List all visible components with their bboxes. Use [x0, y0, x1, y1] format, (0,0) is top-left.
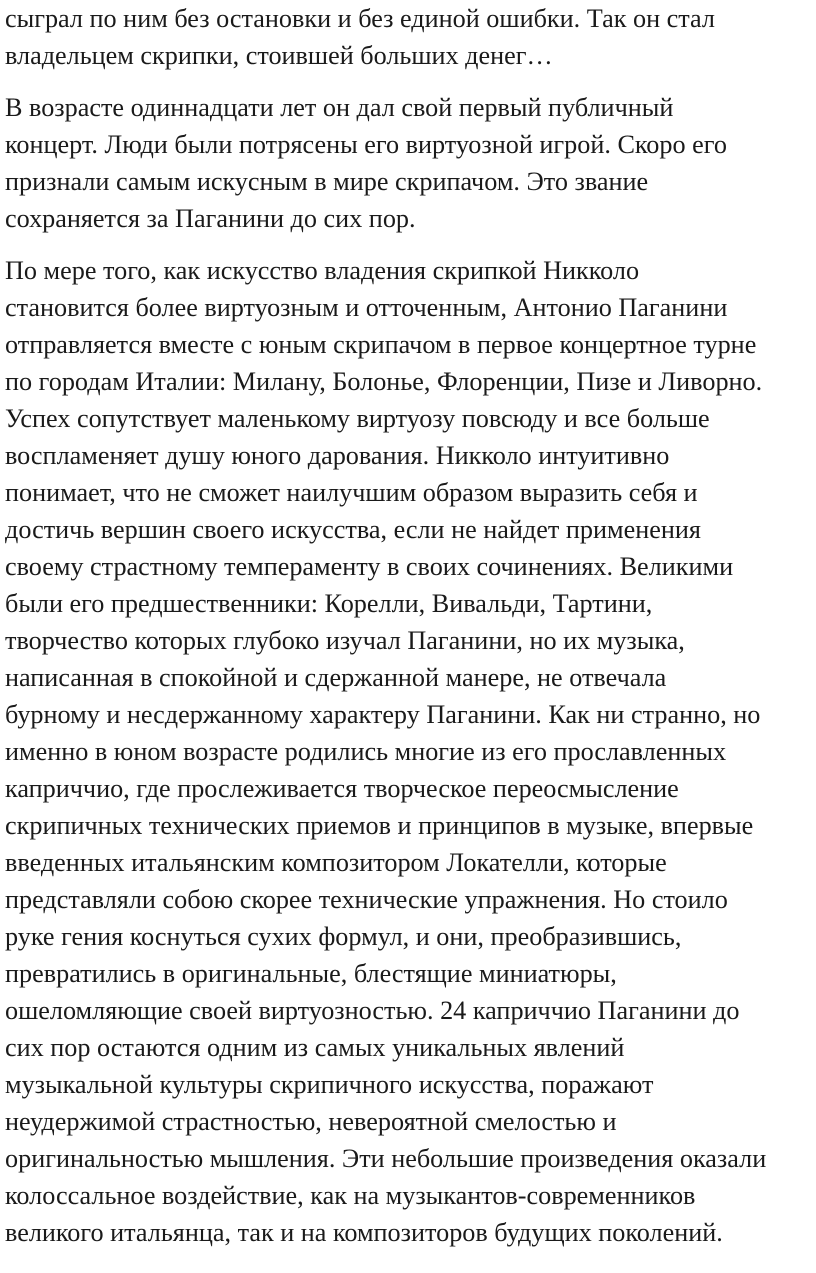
text-line: были его предшественники: Корелли, Вивальди, Тартини, — [5, 589, 653, 618]
text-line: бурному и несдержанному характеру Паганини. Как ни странно, но — [5, 700, 761, 729]
text-line: по городам Италии: Милану, Болонье, Флоренции, Пизе и Ливорно. — [5, 367, 763, 396]
text-line: колоссальное воздействие, как на музыкантов-современников — [5, 1181, 696, 1210]
text-line: ошеломляющие своей виртуозностью. 24 каприччио Паганини до — [5, 996, 740, 1025]
paragraph-1 — [5, 0, 715, 74]
text-line: своему страстному темпераменту в своих сочинениях. Великими — [5, 552, 734, 581]
text-line: превратились в оригинальные, блестящие миниатюры, — [5, 959, 617, 988]
text-line: музыкальной культуры скрипичного искусства, поражают — [5, 1070, 654, 1099]
text-line: представляли собою скорее технические упражнения. Но стоило — [5, 885, 728, 914]
text-line: В возрасте одиннадцати лет он дал свой первый публичный — [5, 93, 674, 122]
text-line: великого итальянца, так и на композиторов будущих поколений. — [5, 1218, 723, 1247]
text-line: оригинальностью мышления. Эти небольшие произведения оказали — [5, 1144, 767, 1173]
text-line: творчество которых глубоко изучал Паганини, но их музыка, — [5, 626, 685, 655]
text-line: каприччио, где прослеживается творческое переосмысление — [5, 774, 679, 803]
text-line: признали самым искусным в мире скрипачом. Это звание — [5, 167, 649, 196]
text-line: сыграл по ним без остановки и без единой ошибки. Так он стал — [5, 4, 715, 33]
paragraph-2 — [5, 89, 727, 237]
text-line: Успех сопутствует маленькому виртуозу повсюду и все больше — [5, 404, 710, 433]
text-line: написанная в спокойной и сдержанной манере, не отвечала — [5, 663, 667, 692]
text-line: понимает, что не сможет наилучшим образом выразить себя и — [5, 478, 698, 507]
text-line: достичь вершин своего искусства, если не найдет применения — [5, 515, 701, 544]
text-line: владельцем скрипки, стоившей больших денег… — [5, 41, 553, 70]
text-line: концерт. Люди были потрясены его виртуозной игрой. Скоро его — [5, 130, 727, 159]
text-line: руке гения коснуться сухих формул, и они, преобразившись, — [5, 922, 682, 951]
text-line: сих пор остаются одним из самых уникальных явлений — [5, 1033, 625, 1062]
text-line: введенных итальянским композитором Локателли, которые — [5, 848, 667, 877]
text-line: отправляется вместе с юным скрипачом в первое концертное турне — [5, 330, 757, 359]
text-line: скрипичных технических приемов и принципов в музыке, впервые — [5, 811, 754, 840]
text-line: воспламеняет душу юного дарования. Никколо интуитивно — [5, 441, 670, 470]
text-line: именно в юном возрасте родились многие из его прославленных — [5, 737, 727, 766]
text-line: неудержимой страстностью, невероятной смелостью и — [5, 1107, 617, 1136]
text-line: становится более виртуозным и отточенным, Антонио Паганини — [5, 293, 728, 322]
text-line: По мере того, как искусство владения скрипкой Никколо — [5, 256, 640, 285]
text-line: сохраняется за Паганини до сих пор. — [5, 204, 416, 233]
paragraph-3 — [5, 252, 766, 1251]
